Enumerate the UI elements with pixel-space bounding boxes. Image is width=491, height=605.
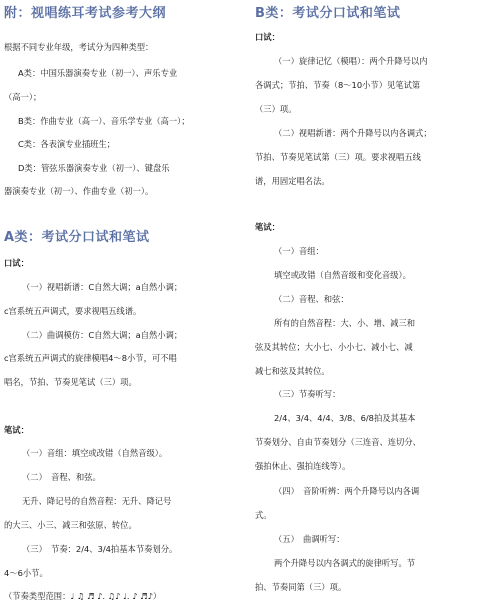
written-line: 4～6小节。 — [4, 568, 48, 578]
intro-line: B类：作曲专业（高一）、音乐学专业（高一）； — [18, 116, 190, 126]
written-line: （一）音组：填空或改错（自然音级）。 — [22, 448, 168, 458]
section-a-title: A类：考试分口试和笔试 — [4, 230, 150, 245]
written-line: 强拍休止、强拍连线等）。 — [255, 461, 351, 471]
written-line: 拍、节奏同第（三）项。 — [255, 582, 347, 592]
written-line: 弦及其转位；大小七、小小七、减小七、减 — [255, 342, 413, 352]
oral-line: 谱，用固定唱名法。 — [255, 176, 330, 186]
written-label: 笔试： — [255, 222, 280, 232]
appendix-title: 附：视唱练耳考试参考大纲 — [4, 6, 167, 21]
intro-line: C类：各表演专业插班生； — [18, 139, 116, 149]
oral-label: 口试： — [255, 32, 280, 42]
oral-label: 口试： — [4, 258, 29, 268]
written-line: （一）音组： — [274, 246, 324, 256]
oral-line: 各调式；节拍、节奏（8～10小节）见笔试第 — [255, 80, 421, 90]
written-line: （节奏类型范围：♩ ♫ ♬ ♪. ♫♪ ♩. ♪ ♬♪） — [4, 591, 162, 601]
oral-line: c宫系统五声调式，要求视唱五线谱。 — [4, 306, 142, 316]
written-line: （三）节奏听写： — [274, 389, 341, 399]
oral-line: 唱名，节拍、节奏见笔试（三）项。 — [4, 377, 137, 387]
written-line: 式。 — [255, 510, 272, 520]
written-line: 两个升降号以内各调式的旋律听写。节 — [274, 558, 416, 568]
written-line: （五） 曲调听写： — [274, 534, 345, 544]
oral-line: （三）项。 — [255, 104, 297, 114]
written-line: 2/4、3/4、4/4、3/8、6/8拍及其基本 — [274, 413, 416, 423]
written-line: 的大三、小三、减三和弦原、转位。 — [4, 520, 137, 530]
intro-line: D类：管弦乐器演奏专业（初一）、键盘乐 — [18, 163, 170, 173]
oral-line: c宫系统五声调式的旋律模唱4～8小节，可不唱 — [4, 353, 177, 363]
oral-line: （二）视唱新谱：两个升降号以内各调式； — [274, 128, 432, 138]
intro-line: 器演奏专业（初一）、作曲专业（初一）。 — [4, 186, 154, 196]
oral-line: （一）视唱新谱：C自然大调；a自然小调； — [22, 282, 183, 292]
written-line: （三） 节奏：2/4、3/4拍基本节奏划分。 — [22, 544, 178, 554]
written-line: （四） 音阶听辨：两个升降号以内各调 — [274, 486, 420, 496]
written-line: （二） 音程、和弦。 — [22, 472, 101, 482]
oral-line: （一）旋律记忆（模唱）：两个升降号以内 — [274, 56, 428, 66]
intro-line: （高一）； — [4, 92, 42, 102]
written-line: 无升、降记号的自然音程：无升、降记号 — [22, 496, 172, 506]
written-line: 所有的自然音程：大、小、增、减三和 — [274, 318, 416, 328]
intro-line: A类：中国乐器演奏专业（初一）、声乐专业 — [18, 68, 178, 78]
written-line: 减七和弦及其转位。 — [255, 366, 330, 376]
intro-line: 根据不同专业年级，考试分为四种类型： — [4, 42, 154, 52]
section-b-title: B类：考试分口试和笔试 — [255, 6, 401, 21]
written-label: 笔试： — [4, 425, 29, 435]
written-line: 节奏划分、自由节奏划分（三连音、连切分、 — [255, 437, 421, 447]
written-line: （二）音程、和弦： — [274, 294, 349, 304]
oral-line: （二）曲调模仿：C自然大调；a自然小调； — [22, 330, 183, 340]
oral-line: 节拍、节奏见笔试第（三）项。要求视唱五线 — [255, 152, 421, 162]
written-line: 填空或改错（自然音级和变化音级）。 — [274, 270, 411, 280]
